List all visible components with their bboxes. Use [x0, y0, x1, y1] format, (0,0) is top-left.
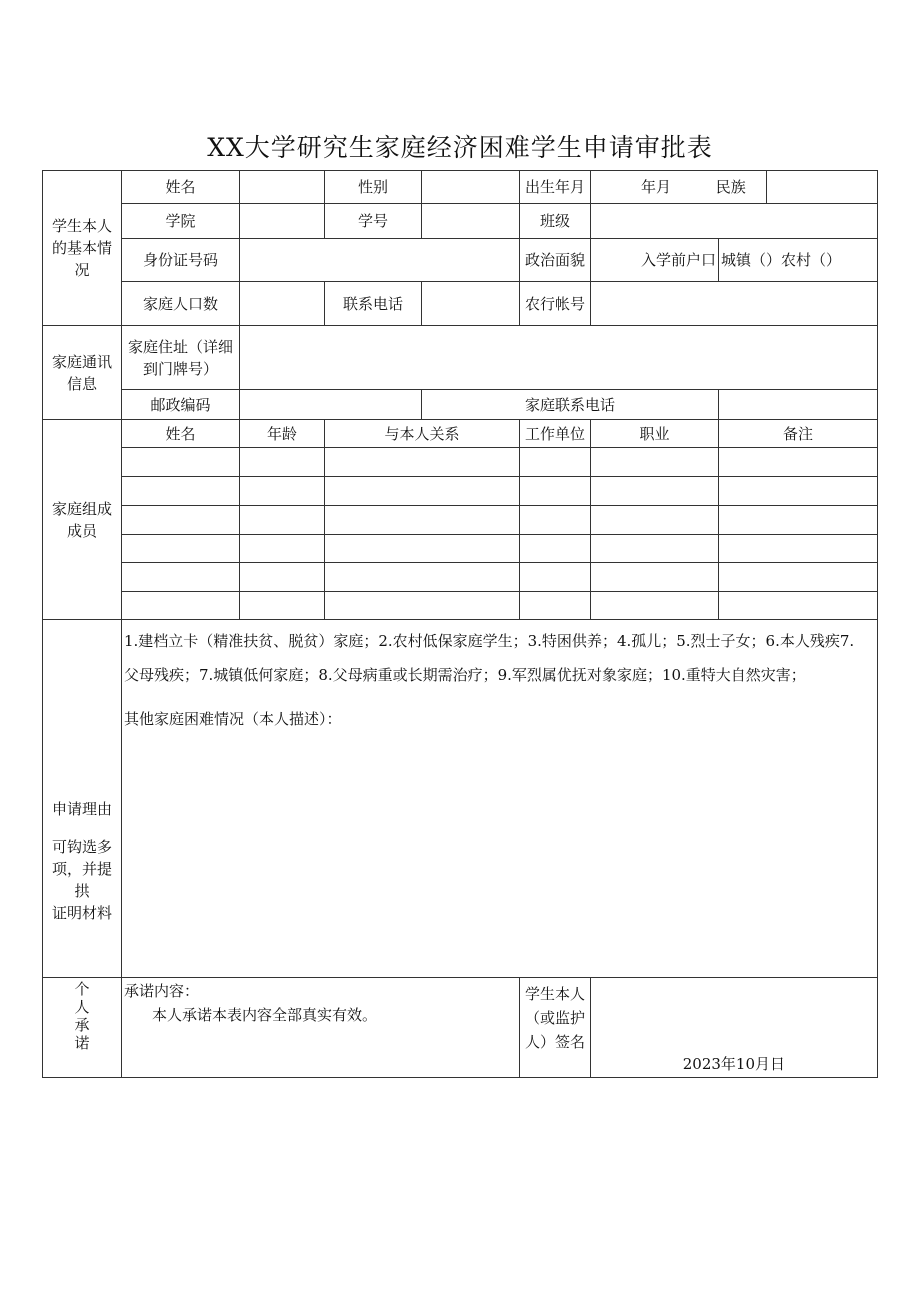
birth-field[interactable]	[591, 171, 767, 204]
member-row	[43, 563, 878, 592]
member-cell[interactable]	[122, 563, 240, 592]
promise-text: 本人承诺本表内容全部真实有效。	[152, 1006, 378, 1024]
col-header-remarks: 备注	[719, 420, 878, 448]
member-cell[interactable]	[719, 563, 878, 592]
name-field[interactable]	[240, 171, 325, 204]
col-header-age: 年龄	[240, 420, 325, 448]
section-family-members: 家庭组成成员	[43, 420, 122, 620]
member-cell[interactable]	[122, 535, 240, 563]
id-card-label: 身份证号码	[122, 239, 240, 282]
promise-date: 2023年10月日	[682, 1055, 785, 1073]
application-form	[42, 170, 878, 1078]
reason-other-label: 其他家庭困难情况（本人描述）：	[124, 710, 342, 728]
member-cell[interactable]	[520, 506, 591, 535]
section-reason	[43, 620, 122, 978]
birth-value: 年月	[641, 178, 672, 196]
member-cell[interactable]	[325, 592, 520, 620]
member-cell[interactable]	[520, 477, 591, 506]
member-row	[43, 506, 878, 535]
section-contact: 家庭通讯信息	[43, 326, 122, 420]
home-phone-label: 家庭联系电话	[422, 390, 719, 420]
member-cell[interactable]	[122, 448, 240, 477]
phone-field[interactable]	[422, 282, 520, 326]
reason-note-2: 证明材料	[51, 903, 112, 922]
address-field[interactable]	[240, 326, 878, 390]
phone-label: 联系电话	[325, 282, 422, 326]
reason-content[interactable]	[122, 620, 878, 978]
member-row	[43, 592, 878, 620]
name-label: 姓名	[122, 171, 240, 204]
col-header-name: 姓名	[122, 420, 240, 448]
member-row	[43, 535, 878, 563]
member-cell[interactable]	[719, 448, 878, 477]
reason-title: 申请理由	[51, 799, 112, 818]
promise-content	[122, 978, 520, 1078]
member-cell[interactable]	[240, 563, 325, 592]
signer-label: 学生本人（或监护人）签名	[520, 978, 591, 1078]
postcode-field[interactable]	[240, 390, 422, 420]
member-cell[interactable]	[240, 506, 325, 535]
member-cell[interactable]	[520, 535, 591, 563]
member-cell[interactable]	[591, 506, 719, 535]
member-cell[interactable]	[591, 448, 719, 477]
reason-options-line-2: 父母残疾；7.城镇低何家庭；8.父母病重或长期需治疗；9.军烈属优抚对象家庭；10.重特大自然灾害；	[124, 666, 806, 684]
home-phone-field[interactable]	[719, 390, 878, 420]
political-label: 政治面貌	[520, 239, 591, 282]
member-cell[interactable]	[325, 506, 520, 535]
ethnicity-label: 民族	[715, 178, 746, 196]
class-field[interactable]	[591, 204, 878, 239]
gender-field[interactable]	[422, 171, 520, 204]
postcode-label: 邮政编码	[122, 390, 240, 420]
ethnicity-field[interactable]	[767, 171, 878, 204]
member-cell[interactable]	[240, 477, 325, 506]
member-cell[interactable]	[240, 448, 325, 477]
member-cell[interactable]	[520, 563, 591, 592]
family-size-field[interactable]	[240, 282, 325, 326]
member-cell[interactable]	[240, 592, 325, 620]
member-row	[43, 448, 878, 477]
reason-note: 可钩选多项，并提拱	[51, 837, 112, 900]
member-cell[interactable]	[591, 563, 719, 592]
signature-field[interactable]	[591, 978, 878, 1078]
col-header-relation: 与本人关系	[325, 420, 520, 448]
birth-label: 出生年月	[520, 171, 591, 204]
section-basic-info: 学生本人的基本情况	[43, 171, 122, 326]
member-cell[interactable]	[520, 592, 591, 620]
student-id-field[interactable]	[422, 204, 520, 239]
student-id-label: 学号	[325, 204, 422, 239]
member-cell[interactable]	[719, 506, 878, 535]
member-cell[interactable]	[591, 592, 719, 620]
member-cell[interactable]	[719, 535, 878, 563]
member-cell[interactable]	[719, 592, 878, 620]
college-label: 学院	[122, 204, 240, 239]
member-cell[interactable]	[122, 506, 240, 535]
id-card-field[interactable]	[240, 239, 520, 282]
col-header-occupation: 职业	[591, 420, 719, 448]
address-label: 家庭住址（详细到门牌号）	[122, 326, 240, 390]
member-cell[interactable]	[591, 477, 719, 506]
member-cell[interactable]	[240, 535, 325, 563]
gender-label: 性别	[325, 171, 422, 204]
family-size-label: 家庭人口数	[122, 282, 240, 326]
reason-options-line-1: 1.建档立卡（精准扶贫、脱贫）家庭；2.农村低保家庭学生；3.特困供养；4.孤儿；5.烈士子女；6.本人残疾7.	[124, 632, 855, 650]
member-cell[interactable]	[591, 535, 719, 563]
col-header-employer: 工作单位	[520, 420, 591, 448]
member-cell[interactable]	[325, 448, 520, 477]
member-cell[interactable]	[520, 448, 591, 477]
member-cell[interactable]	[325, 477, 520, 506]
hukou-label: 入学前户口	[591, 239, 719, 282]
member-cell[interactable]	[122, 592, 240, 620]
promise-label: 承诺内容：	[124, 982, 200, 1000]
member-cell[interactable]	[325, 535, 520, 563]
bank-field[interactable]	[591, 282, 878, 326]
college-field[interactable]	[240, 204, 325, 239]
section-promise	[43, 978, 122, 1078]
bank-label: 农行帐号	[520, 282, 591, 326]
page-title: XX大学研究生家庭经济困难学生申请审批表	[207, 133, 713, 162]
class-label: 班级	[520, 204, 591, 239]
member-cell[interactable]	[719, 477, 878, 506]
member-cell[interactable]	[122, 477, 240, 506]
promise-title: 个人承诺	[74, 980, 90, 1052]
member-row	[43, 477, 878, 506]
hukou-options[interactable]: 城镇（）农村（）	[719, 239, 878, 282]
member-cell[interactable]	[325, 563, 520, 592]
